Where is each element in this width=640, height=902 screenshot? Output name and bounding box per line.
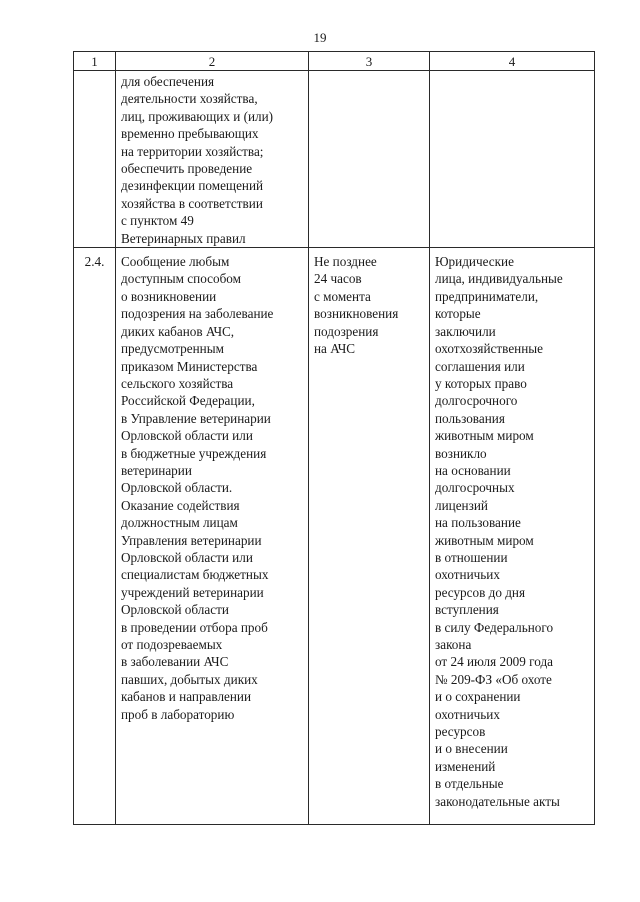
deadline-cell xyxy=(309,248,430,825)
text-line: в отдельные xyxy=(435,776,504,792)
text-line: проб в лабораторию xyxy=(121,706,235,722)
measure-text xyxy=(116,71,308,247)
header-col-1: 1 xyxy=(74,52,116,71)
text-line: от 24 июля 2009 года xyxy=(435,654,554,670)
deadline-text xyxy=(309,248,429,357)
text-line: соглашения или xyxy=(435,358,525,374)
header-col-2: 2 xyxy=(116,52,309,71)
text-line: с пунктом 49 xyxy=(121,213,194,229)
text-line: деятельности хозяйства, xyxy=(121,91,258,107)
responsible-cell xyxy=(430,248,595,825)
text-line: Орловской области или xyxy=(121,428,253,444)
text-line: которые xyxy=(435,306,481,322)
text-line: в силу Федерального xyxy=(435,619,554,635)
text-line: подозрения xyxy=(314,323,379,339)
text-line: предусмотренным xyxy=(121,341,224,357)
text-line: ресурсов до дня xyxy=(435,584,526,600)
text-line: павших, добытых диких xyxy=(121,671,258,687)
text-line: Орловской области или xyxy=(121,549,253,565)
text-line: доступным способом xyxy=(121,271,241,287)
text-line: ресурсов xyxy=(435,724,486,740)
text-line: специалистам бюджетных xyxy=(121,567,269,583)
text-line: и о сохранении xyxy=(435,689,521,705)
text-line: для обеспечения xyxy=(121,74,215,89)
table-row xyxy=(74,248,595,825)
text-line: кабанов и направлении xyxy=(121,689,252,705)
responsible-cell-empty xyxy=(430,71,595,248)
measure-cell xyxy=(116,71,309,248)
text-line: и о внесении xyxy=(435,741,508,757)
document-table xyxy=(73,51,595,825)
measure-text xyxy=(116,248,308,723)
row-number-cell: 2.4. xyxy=(74,248,116,825)
text-line: изменений xyxy=(435,758,496,774)
text-line: диких кабанов АЧС, xyxy=(121,323,235,339)
table-header-row xyxy=(74,52,595,71)
text-line: охотхозяйственные xyxy=(435,341,544,357)
text-line: охотничьих xyxy=(435,706,500,722)
text-line: на территории хозяйства; xyxy=(121,143,264,159)
text-line: Российской Федерации, xyxy=(121,393,255,409)
text-line: хозяйства в соответствии xyxy=(121,195,263,211)
text-line: охотничьих xyxy=(435,567,500,583)
deadline-cell-empty xyxy=(309,71,430,248)
header-col-3: 3 xyxy=(309,52,430,71)
text-line: Юридические xyxy=(435,254,514,270)
text-line: с момента xyxy=(314,288,371,304)
header-col-4: 4 xyxy=(430,52,595,71)
text-line: должностным лицам xyxy=(121,515,238,531)
text-line: Сообщение любым xyxy=(121,254,230,270)
text-line: на АЧС xyxy=(314,341,356,357)
responsible-text xyxy=(430,248,594,810)
text-line: № 209-ФЗ «Об охоте xyxy=(435,671,552,687)
table-row xyxy=(74,71,595,248)
measure-cell xyxy=(116,248,309,825)
text-line: вступления xyxy=(435,602,499,618)
text-line: животным миром xyxy=(435,532,534,548)
text-line: в отношении xyxy=(435,549,508,565)
text-line: Оказание содействия xyxy=(121,497,240,513)
text-line: в проведении отбора проб xyxy=(121,619,268,635)
text-line: долгосрочных xyxy=(435,480,515,496)
page-number: 19 xyxy=(313,30,327,45)
text-line: в бюджетные учреждения xyxy=(121,445,267,461)
text-line: дезинфекции помещений xyxy=(121,178,264,194)
text-line: Орловской области. xyxy=(121,480,233,496)
text-line: временно пребывающих xyxy=(121,126,259,142)
text-line: подозрения на заболевание xyxy=(121,306,274,322)
text-line: Управления ветеринарии xyxy=(121,532,262,548)
text-line: лиц, проживающих и (или) xyxy=(121,108,274,124)
text-line: лица, индивидуальные xyxy=(435,271,563,287)
text-line: приказом Министерства xyxy=(121,358,258,374)
text-line: предприниматели, xyxy=(435,288,539,304)
row-number-cell-empty xyxy=(74,71,116,248)
text-line: Орловской области xyxy=(121,602,229,618)
text-line: законодательные акты xyxy=(435,793,560,809)
text-line: лицензий xyxy=(435,497,488,513)
text-line: долгосрочного xyxy=(435,393,518,409)
text-line: ветеринарии xyxy=(121,462,192,478)
text-line: Ветеринарных правил xyxy=(121,230,246,246)
text-line: в заболевании АЧС xyxy=(121,654,229,670)
text-line: закона xyxy=(435,637,472,652)
text-line: обеспечить проведение xyxy=(121,161,253,177)
text-line: пользования xyxy=(435,410,505,426)
text-line: возникновения xyxy=(314,306,399,322)
text-line: заключили xyxy=(435,323,496,339)
text-line: учреждений ветеринарии xyxy=(121,584,264,600)
text-line: на основании xyxy=(435,462,511,478)
text-line: Не позднее xyxy=(314,254,377,270)
text-line: животным миром xyxy=(435,428,534,444)
text-line: сельского хозяйства xyxy=(121,375,234,391)
text-line: на пользование xyxy=(435,515,521,531)
text-line: возникло xyxy=(435,445,487,461)
text-line: у которых право xyxy=(435,375,527,391)
text-line: о возникновении xyxy=(121,288,217,304)
text-line: 24 часов xyxy=(314,271,362,287)
text-line: в Управление ветеринарии xyxy=(121,410,271,426)
text-line: от подозреваемых xyxy=(121,637,223,652)
